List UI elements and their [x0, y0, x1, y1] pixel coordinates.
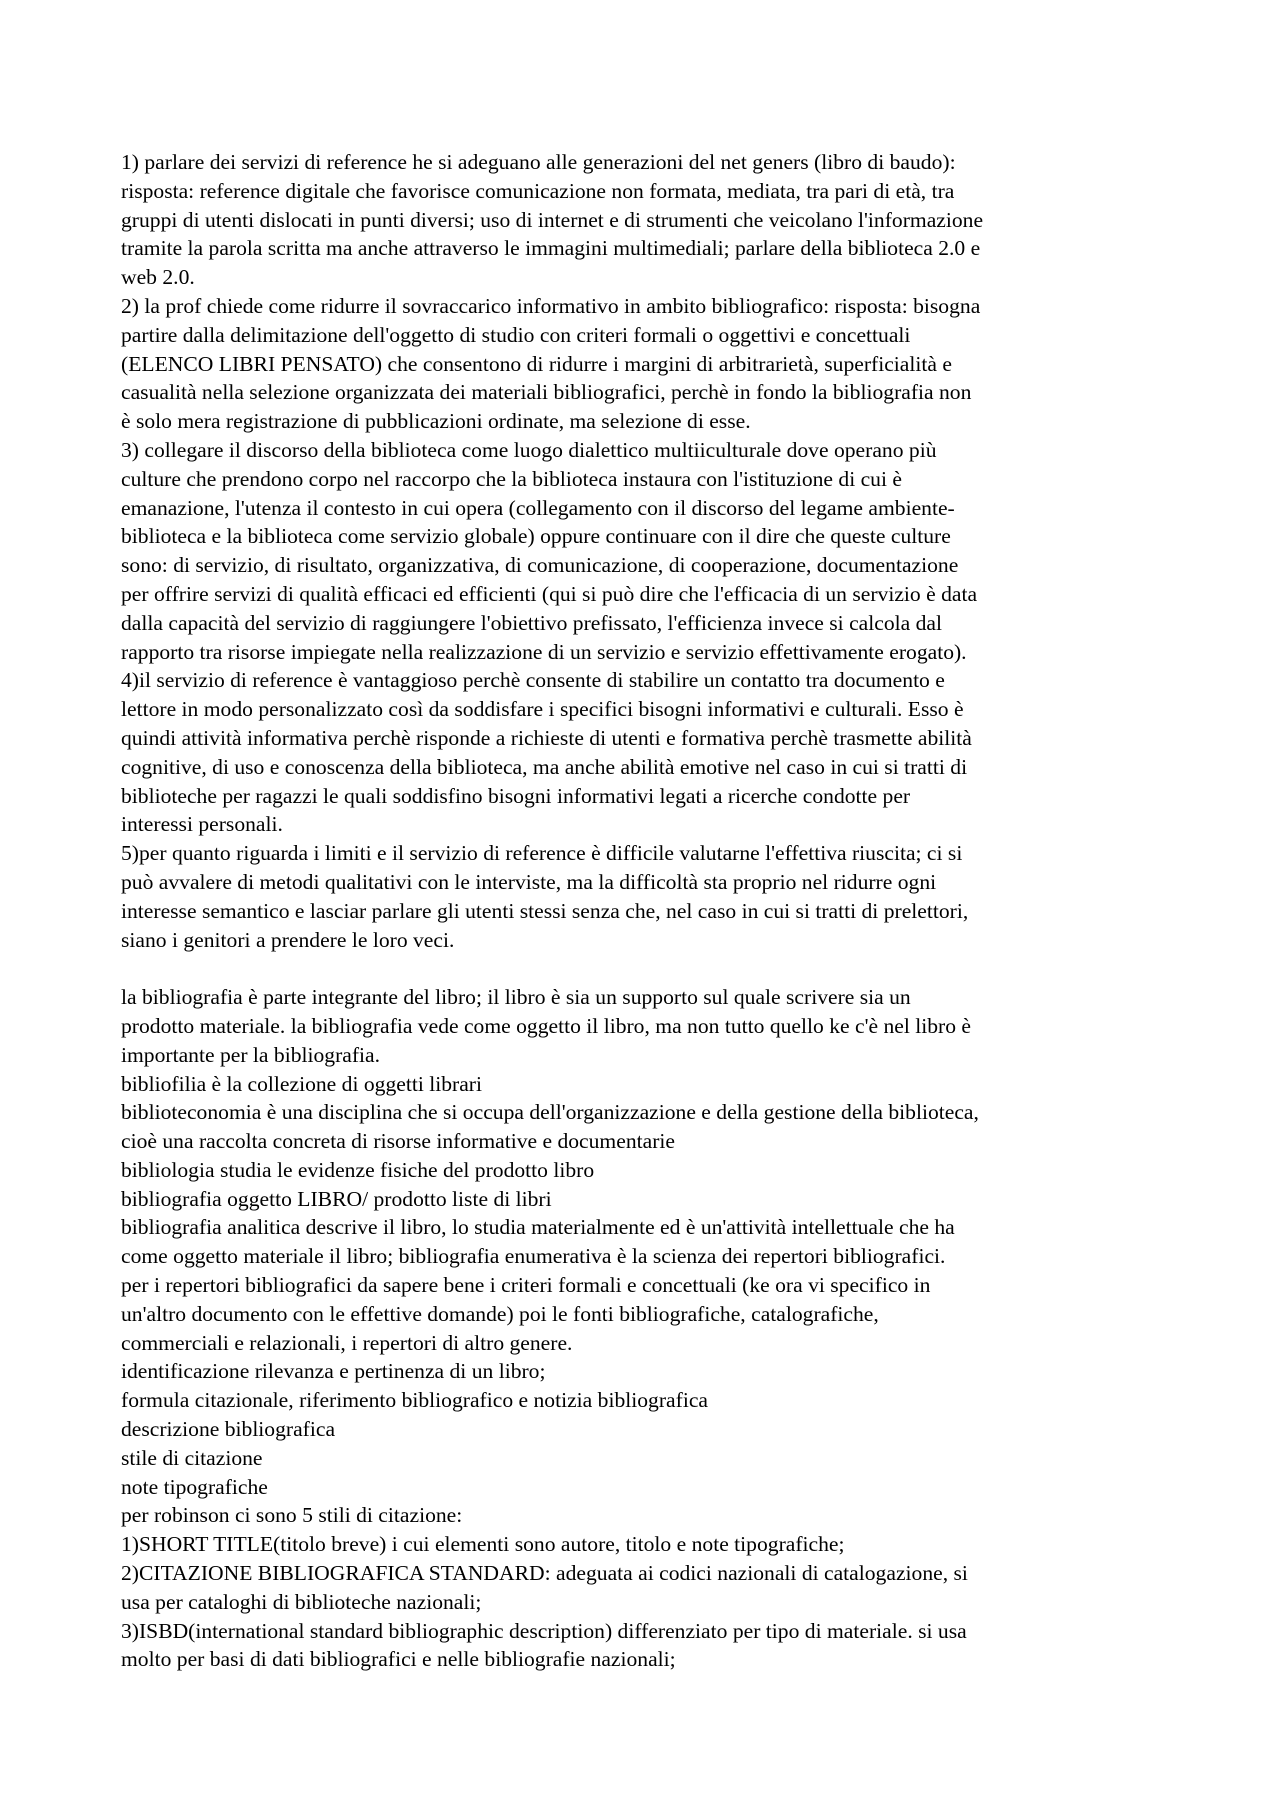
notes-section: [121, 983, 1171, 1674]
note-biblioteconomia: biblioteconomia è una disciplina che si occupa dell'organizzazione e della gestione della biblioteca, cioè una raccolta concreta di risorse informative e documentarie: [121, 1100, 979, 1154]
note-bibliofilia: bibliofilia è la collezione di oggetti librari: [121, 1071, 482, 1096]
note-tipografiche: note tipografiche: [121, 1474, 268, 1499]
note-stile: stile di citazione: [121, 1445, 263, 1470]
note-short-title: 1)SHORT TITLE(titolo breve) i cui elementi sono autore, titolo e note tipografiche;: [121, 1532, 845, 1557]
note-citazione-standard: 2)CITAZIONE BIBLIOGRAFICA STANDARD: adeguata ai codici nazionali di catalogazione, si usa per cataloghi di biblioteche nazionali;: [121, 1561, 968, 1614]
answers-section: [121, 148, 1171, 954]
note-isbd: 3)ISBD(international standard bibliographic description) differenziato per tipo di materiale. si usa molto per basi di dati bibliografici e nelle bibliografie nazionali;: [121, 1618, 967, 1672]
note-bibliologia: bibliologia studia le evidenze fisiche del prodotto libro: [121, 1157, 595, 1182]
note-descrizione: descrizione bibliografica: [121, 1417, 336, 1442]
note-bibliografia-oggetto: bibliografia oggetto LIBRO/ prodotto liste di libri: [121, 1186, 552, 1211]
document-page: [121, 148, 1171, 1674]
paragraph-gap: [121, 954, 1171, 983]
answer-5: 5)per quanto riguarda i limiti e il servizio di reference è difficile valutarne l'effettiva riuscita; ci si può avvalere di metodi qualitativi con le interviste, ma la difficoltà sta proprio nel ridurre ogni interesse semantico e lasciar parlare gli utenti stessi senza che, nel caso in cui si tratti di prelettori, siano i genitori a prendere le loro veci.: [121, 841, 969, 952]
answer-3: 3) collegare il discorso della biblioteca come luogo dialettico multiiculturale dove operano più culture che prendono corpo nel raccorpo che la biblioteca instaura con l'istituzione di cui è emanazione, l'utenza il contesto in cui opera (collegamento con il discorso del legame ambiente- biblioteca e la biblioteca come servizio globale) oppure continuare con il dire che queste culture sono: di servizio, di risultato, organizzativa, di comunicazione, di cooperazione, documentazione per offrire servizi di qualità efficaci ed efficienti (qui si può dire che l'efficacia di un servizio è data dalla capacità del servizio di raggiungere l'obiettivo prefissato, l'efficienza invece si calcola dal rapporto tra risorse impiegate nella realizzazione di un servizio e servizio effettivamente erogato).: [121, 437, 978, 664]
answer-4: 4)il servizio di reference è vantaggioso perchè consente di stabilire un contatto tra documento e lettore in modo personalizzato così da soddisfare i specifici bisogni informativi e culturali. Esso è quindi attività informativa perchè risponde a richieste di utenti e formativa perchè trasmette abilità cognitive, di uso e conoscenza della biblioteca, ma anche abilità emotive nel caso in cui si tratti di biblioteche per ragazzi le quali soddisfino bisogni informativi legati a ricerche condotte per interessi personali.: [121, 668, 972, 837]
note-robinson: per robinson ci sono 5 stili di citazione:: [121, 1503, 463, 1528]
note-bibliografia-analitica: bibliografia analitica descrive il libro, lo studia materialmente ed è un'attività intellettuale che ha come oggetto materiale il libro; bibliografia enumerativa è la scienza dei repertori bibliografici.: [121, 1215, 955, 1269]
answer-1: 1) parlare dei servizi di reference he si adeguano alle generazioni del net geners (libro di baudo): risposta: reference digitale che favorisce comunicazione non formata, mediata, tra pari di età, tra gruppi di utenti dislocati in punti diversi; uso di internet e di strumenti che veicolano l'informazione tramite la parola scritta ma anche attraverso le immagini multimediali; parlare della biblioteca 2.0 e web 2.0.: [121, 150, 984, 290]
note-repertori: per i repertori bibliografici da sapere bene i criteri formali e concettuali (ke ora vi specifico in un'altro documento con le effettive domande) poi le fonti bibliografiche, catalografiche, commerciali e relazionali, i repertori di altro genere.: [121, 1273, 931, 1355]
answer-2: 2) la prof chiede come ridurre il sovraccarico informativo in ambito bibliografico: risposta: bisogna partire dalla delimitazione dell'oggetto di studio con criteri formali o oggettivi e concettuali (ELENCO LIBRI PENSATO) che consentono di ridurre i margini di arbitrarietà, superficialità e casualità nella selezione organizzata dei materiali bibliografici, perchè in fondo la bibliografia non è solo mera registrazione di pubblicazioni ordinate, ma selezione di esse.: [121, 293, 981, 434]
note-formula-citazionale: formula citazionale, riferimento bibliografico e notizia bibliografica: [121, 1388, 708, 1413]
note-bibliografia-libro: la bibliografia è parte integrante del libro; il libro è sia un supporto sul quale scrivere sia un prodotto materiale. la bibliografia vede come oggetto il libro, ma non tutto quello ke c'è nel libro è importante per la bibliografia.: [121, 985, 971, 1067]
note-identificazione: identificazione rilevanza e pertinenza di un libro;: [121, 1359, 546, 1384]
